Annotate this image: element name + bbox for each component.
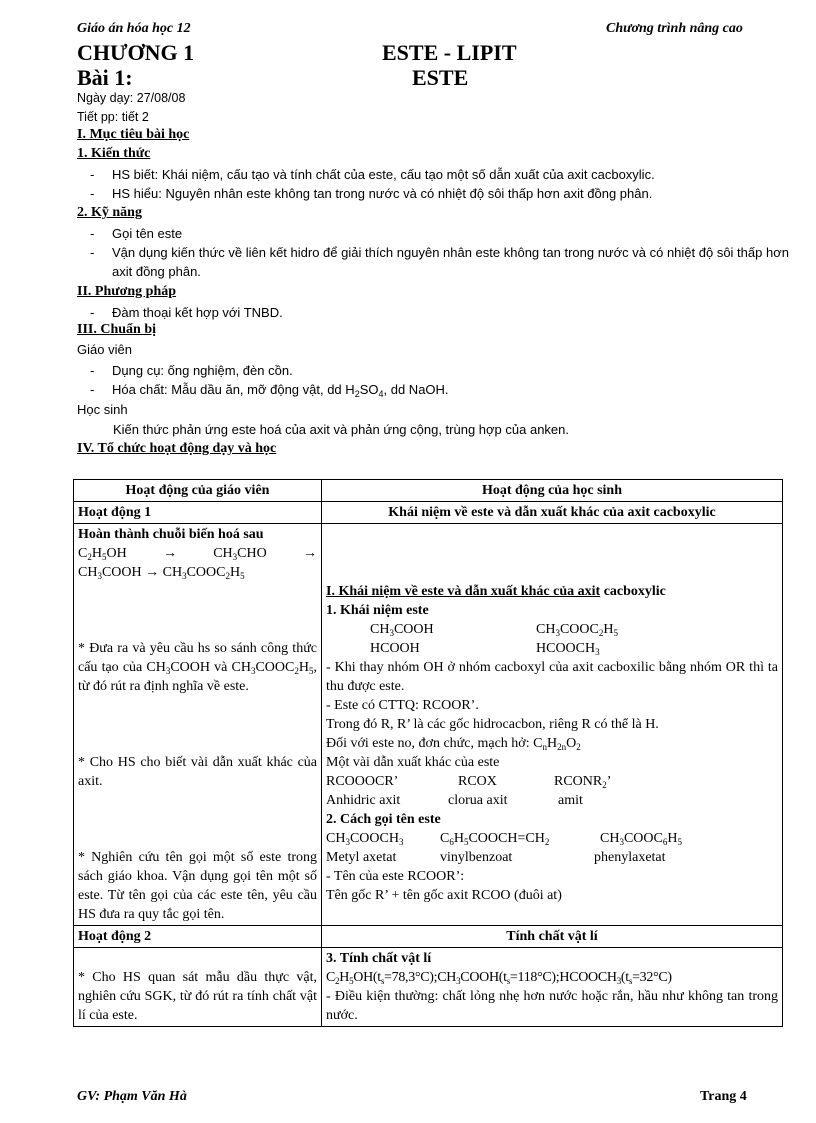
activity-label: Hoạt động 2: [74, 926, 322, 948]
section-prep: III. Chuẩn bị: [77, 322, 156, 337]
formula-row-1: $CH_3COOH$ $CH_3COOC_2H_5$: [370, 622, 618, 638]
lesson-label: Bài 1:: [77, 65, 133, 90]
definition-text: - Khi thay nhóm OH ở nhóm cacboxyl của axit cacboxilic bằng nhóm OR thì ta thu được este.: [326, 660, 778, 694]
teacher-compare: * Đưa ra và yêu cầu hs so sánh công thức cấu tạo của $CH_3COOH$ và $CH_3COOC_2H_5$, từ đó rút ra định nghĩa về este.: [78, 641, 317, 694]
r-note: Trong đó R, R’ là các gốc hidrocacbon, riêng R có thể là H.: [326, 717, 659, 732]
chain-line-2: $CH_3COOH$ → $CH_3COOC_2H_5$: [78, 565, 245, 581]
list-item: - Vận dụng kiến thức về liên kết hidro để giải thích nguyên nhân este không tan trong nước và có nhiệt độ sôi thấp hơn axit đồng phân.: [88, 243, 802, 281]
lesson-title: ESTE: [412, 65, 469, 90]
table-row: [74, 502, 783, 524]
derivatives-names: Anhidric axit clorua axit amit: [326, 793, 583, 808]
naming-formulas: $CH_3COOCH_3$ $C_6H_5COOCH=CH_2$ $CH_3COOC_6H_5$: [326, 831, 682, 847]
list-item: - Dụng cụ: ống nghiệm, đèn cồn.: [88, 361, 449, 380]
section-knowledge: 1. Kiến thức: [77, 146, 151, 161]
teacher-naming: * Nghiên cứu tên gọi một số este trong sách giáo khoa. Vận dụng gọi tên một số este. Từ tên gọi của các este tên, yêu cầu HS đưa ra quy tắc gọi tên.: [78, 850, 317, 922]
activity-table: [73, 479, 783, 1027]
chapter-label: CHƯƠNG 1: [77, 40, 195, 65]
table-header-row: [74, 480, 783, 502]
formula-row-2: HCOOH $HCOOCH_3$: [370, 641, 600, 657]
table-row: [74, 948, 783, 1027]
list-item: - Đàm thoại kết hợp với TNBD.: [88, 303, 283, 322]
naming-rule-2: Tên gốc R’ + tên gốc axit RCOO (đuôi at): [326, 888, 562, 903]
list-item: - HS biết: Khái niệm, cấu tạo và tính chất của este, cấu tạo một số dẫn xuất của axit cacboxylic.: [88, 165, 655, 184]
naming-names: Metyl axetat vinylbenzoat phenylaxetat: [326, 850, 666, 865]
chapter-title: ESTE - LIPIT: [382, 40, 517, 65]
activity-label: Hoạt động 1: [74, 502, 322, 524]
doc-header-left: Giáo án hóa học 12: [77, 21, 191, 36]
activity-title: Khái niệm về este và dẫn xuất khác của axit cacboxylic: [322, 502, 783, 524]
concept-heading: I. Khái niệm về este và dẫn xuất khác của axit cacboxylic: [326, 584, 666, 599]
saturated-ester-formula: Đối với este no, đơn chức, mạch hở: $C_nH_{2n}O_2$: [326, 736, 581, 752]
derivatives-heading: Một vài dẫn xuất khác của este: [326, 755, 500, 770]
list-item: - Gọi tên este: [88, 224, 802, 243]
physical-heading: 3. Tính chất vật lí: [326, 951, 432, 966]
teacher-cell: [74, 524, 322, 926]
teacher-cell: [74, 948, 322, 1027]
student-cell: [322, 948, 783, 1027]
doc-header-right: Chương trình nâng cao: [606, 21, 743, 36]
general-formula: - Este có CTTQ: RCOOR’.: [326, 698, 479, 713]
formula-h2so4: $H_2SO_4$: [345, 382, 384, 399]
list-item: - HS hiểu: Nguyên nhân este không tan trong nước và có nhiệt độ sôi thấp hơn axit đồng phân.: [88, 184, 655, 203]
teacher-label: Giáo viên: [77, 342, 132, 357]
period: Tiết pp: tiết 2: [77, 110, 149, 124]
table-header: Hoạt động của giáo viên: [74, 480, 322, 502]
section-skills: 2. Kỹ năng: [77, 205, 142, 220]
footer-teacher: GV: Phạm Văn Hà: [77, 1089, 187, 1104]
chem-text-end: , dd NaOH.: [383, 382, 449, 397]
boiling-points: $C_2H_5OH(t_s=78,3^\circ C);CH_3COOH(t_s=118^\circ C);HCOOCH_3(t_s=32^\circ C)$: [326, 970, 672, 986]
skills-list: [88, 224, 802, 281]
teacher-physical: * Cho HS quan sát mẫu dầu thực vật, nghiên cứu SGK, từ đó rút ra tính chất vật lí của este.: [78, 970, 317, 1023]
physical-text: - Điều kiện thường: chất lỏng nhẹ hơn nước hoặc rắn, hầu như không tan trong nước.: [326, 989, 778, 1023]
section-method: II. Phương pháp: [77, 284, 177, 299]
footer-page: Trang 4: [700, 1089, 747, 1104]
naming-heading: 2. Cách gọi tên este: [326, 812, 441, 827]
teacher-list: [88, 361, 449, 399]
activity-title: Tính chất vật lí: [322, 926, 783, 948]
knowledge-list: [88, 165, 655, 203]
student-label: Học sinh: [77, 402, 128, 417]
teaching-date: Ngày dạy: 27/08/08: [77, 91, 186, 105]
table-row: [74, 524, 783, 926]
teacher-derivatives: * Cho HS cho biết vài dẫn xuất khác của axit.: [78, 755, 317, 789]
list-item: [88, 380, 449, 399]
student-text: Kiến thức phản ứng este hoá của axit và phản ứng cộng, trùng hợp của anken.: [113, 422, 569, 437]
derivatives-formulas: RCOOOCR’ RCOX $RCONR_2$’: [326, 774, 612, 790]
method-list: [88, 303, 283, 322]
definition-heading: 1. Khái niệm este: [326, 603, 429, 618]
chain-line-1: $C_2H_5OH$ → $CH_3CHO$ →: [78, 546, 317, 562]
section-objectives: I. Mục tiêu bài học: [77, 127, 190, 142]
chem-text: Hóa chất: Mẫu dầu ăn, mỡ động vật, dd: [112, 382, 342, 397]
student-cell: [322, 524, 783, 926]
section-activities: IV. Tổ chức hoạt động dạy và học: [77, 441, 277, 456]
naming-rule-1: - Tên của este RCOOR’:: [326, 869, 465, 884]
table-header: Hoạt động của học sinh: [322, 480, 783, 502]
table-row: [74, 926, 783, 948]
chain-title: Hoàn thành chuỗi biến hoá sau: [78, 527, 264, 542]
